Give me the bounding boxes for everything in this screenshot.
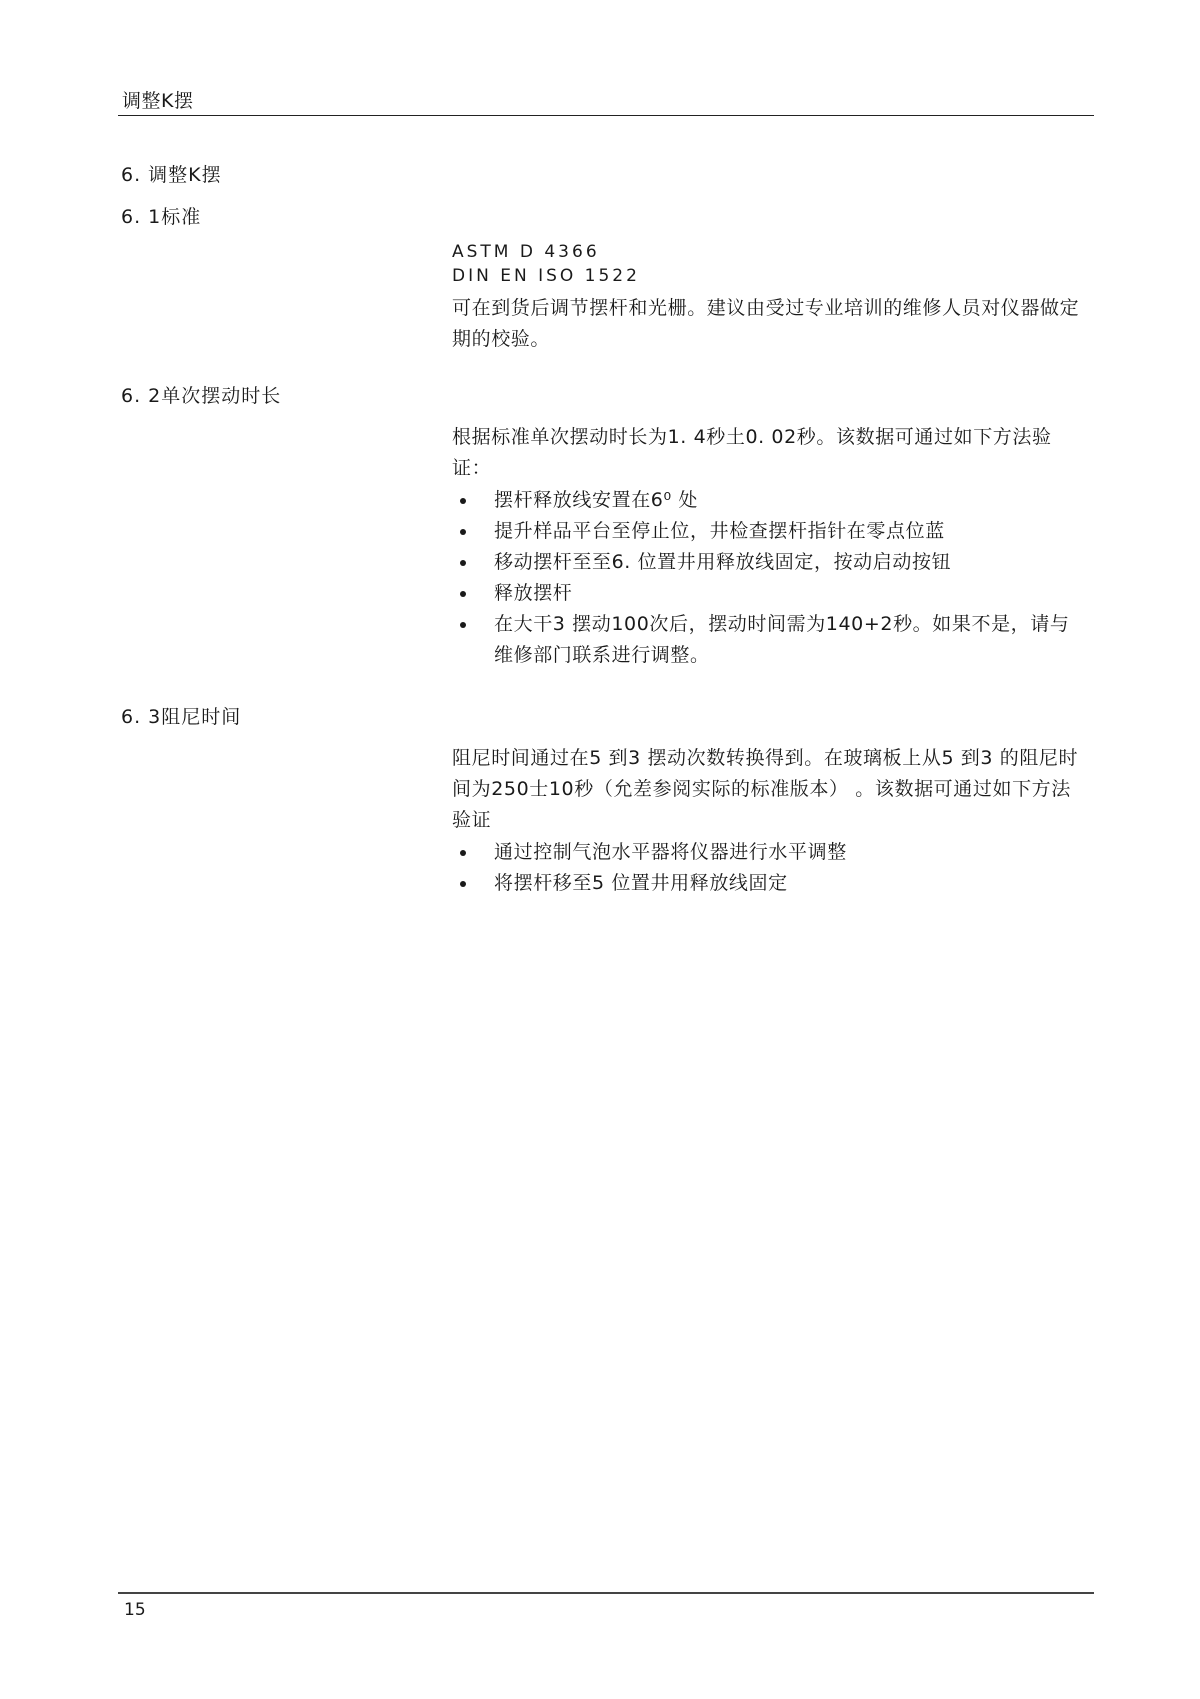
footer-divider: [118, 1592, 1094, 1594]
list-item: [452, 547, 1087, 578]
section-6-2-body: [452, 422, 1087, 671]
standards-list: [452, 240, 1087, 288]
standard-astm: ASTM D 4366: [452, 242, 600, 262]
section-6-1-body: [452, 240, 1087, 355]
bullet-icon: [460, 560, 466, 566]
list-item: [452, 516, 1087, 547]
section-6-3-heading: 6. 3阻尼时间: [121, 706, 242, 728]
list-item: [452, 578, 1087, 609]
list-item-text: 摆杆释放线安置在6⁰ 处: [494, 489, 698, 511]
section-6-1-heading: 6. 1标准: [121, 206, 202, 228]
list-item-text: 移动摆杆至至6. 位置井用释放线固定，按动启动按钮: [494, 551, 952, 573]
list-item: [452, 868, 1087, 899]
section-6-3-bullet-list: [452, 837, 1087, 899]
section-6-3-paragraph: 阻尼时间通过在5 到3 摆动次数转换得到。在玻璃板上从5 到3 的阻尼时间为250士10秒（允差参阅实际的标准版本） 。该数据可通过如下方法验证: [452, 747, 1079, 831]
bullet-icon: [460, 622, 466, 628]
list-item: [452, 837, 1087, 868]
list-item-text: 在大干3 摆动100次后，摆动时间需为140+2秒。如果不是，请与维修部门联系进行调整。: [494, 613, 1070, 666]
bullet-icon: [460, 529, 466, 535]
bullet-icon: [460, 498, 466, 504]
running-header-title: 调整K摆: [122, 90, 194, 112]
list-item: [452, 609, 1087, 671]
standard-din: DIN EN ISO 1522: [452, 266, 640, 286]
bullet-icon: [460, 881, 466, 887]
list-item-text: 通过控制气泡水平器将仪器进行水平调整: [494, 841, 847, 863]
page-number: 15: [124, 1600, 146, 1620]
list-item-text: 提升样品平台至停止位，井检查摆杆指针在零点位蓝: [494, 520, 945, 542]
list-item-text: 将摆杆移至5 位置井用释放线固定: [494, 872, 788, 894]
section-6-heading: 6. 调整K摆: [121, 164, 222, 186]
section-6-1-paragraph: 可在到货后调节摆杆和光栅。建议由受过专业培训的维修人员对仪器做定期的校验。: [452, 297, 1080, 350]
bullet-icon: [460, 591, 466, 597]
section-6-2-heading: 6. 2单次摆动时长: [121, 385, 282, 407]
list-item-text: 释放摆杆: [494, 582, 573, 604]
section-6-3-body: [452, 743, 1087, 899]
list-item: [452, 485, 1087, 516]
section-6-2-paragraph: 根据标准单次摆动时长为1. 4秒土0. 02秒。该数据可通过如下方法验证：: [452, 426, 1052, 479]
bullet-icon: [460, 850, 466, 856]
section-6-2-bullet-list: [452, 485, 1087, 671]
header-divider: [118, 115, 1094, 116]
